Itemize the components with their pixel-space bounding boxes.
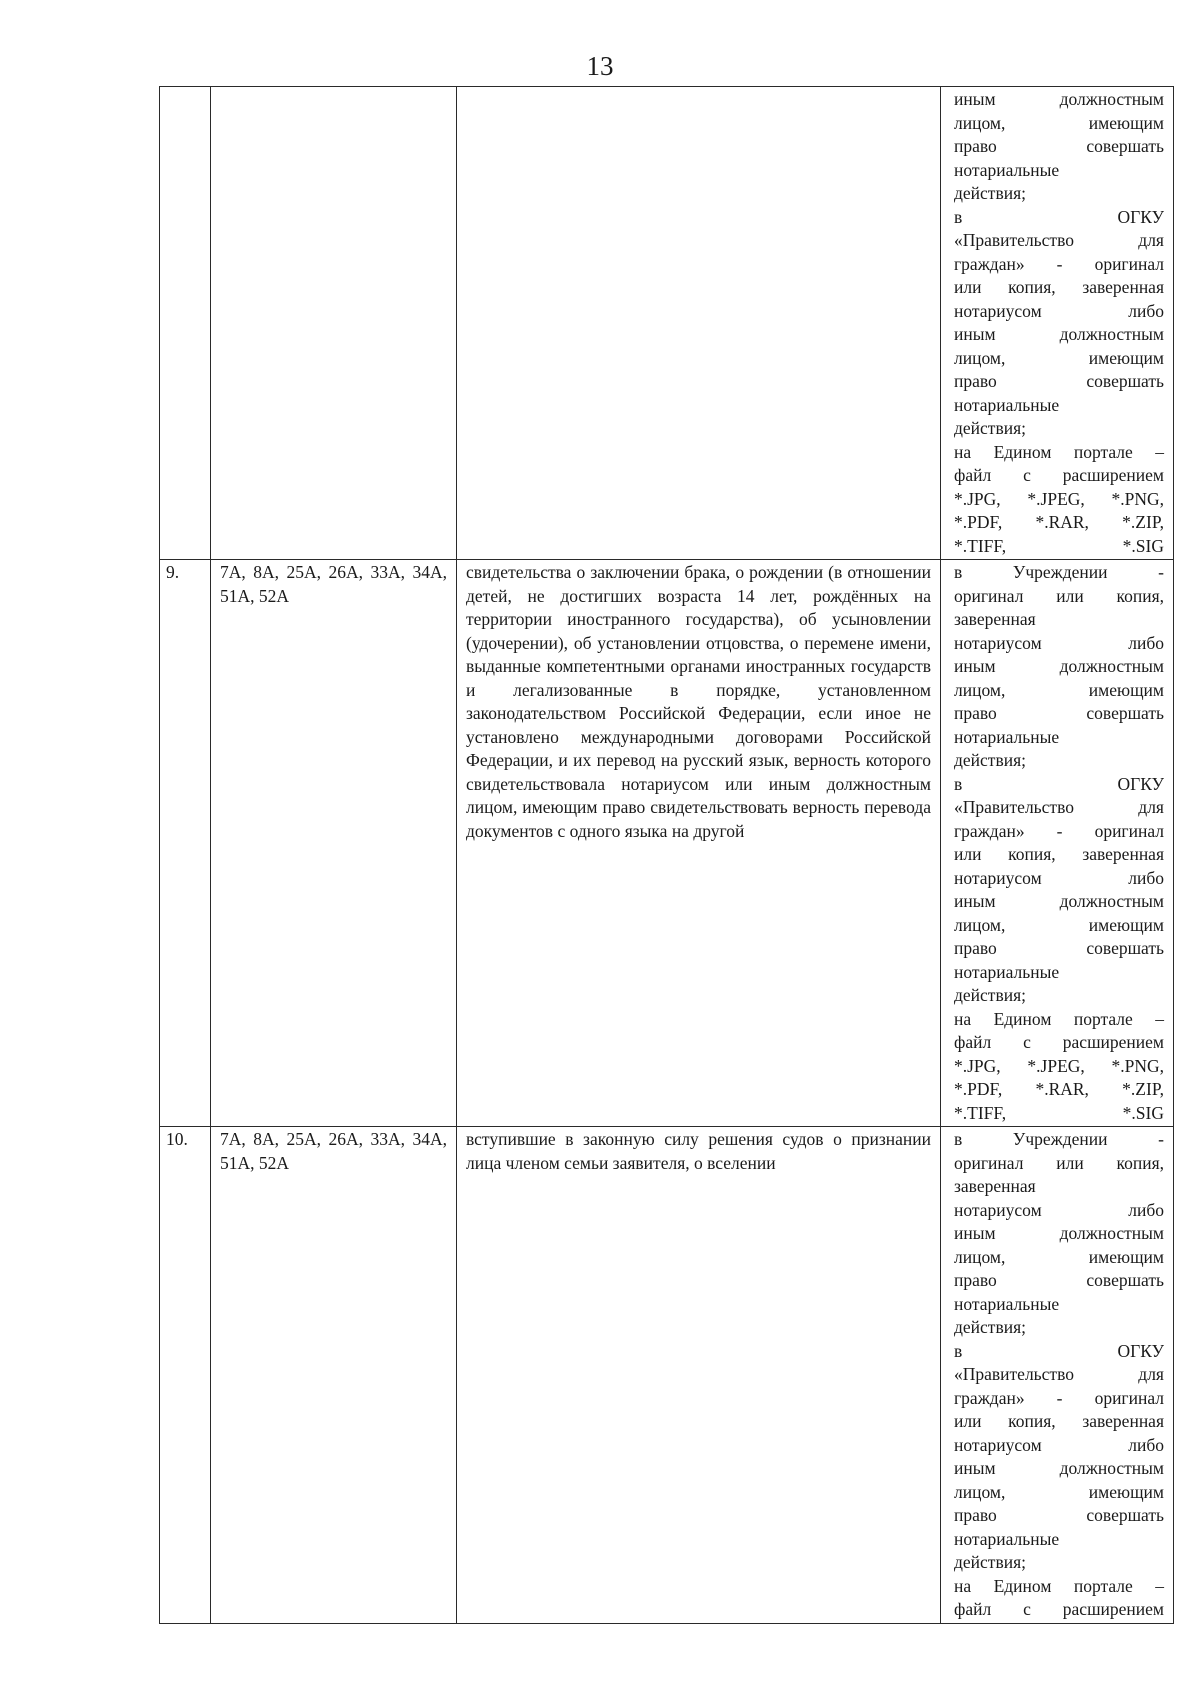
document-line: *.TIFF, *.SIG (954, 1102, 1164, 1123)
document-line: в Учреждении - (954, 562, 1164, 582)
document-line: в ОГКУ (954, 773, 1164, 794)
document-line: на Едином портале – (954, 1008, 1164, 1029)
document-line: «Правительство для (954, 797, 1164, 817)
table-row (160, 87, 1174, 560)
document-line: иным должностным (954, 89, 1164, 109)
document-line: нотариусом либо (954, 300, 1164, 321)
codes-cell (211, 87, 457, 560)
table-row (160, 560, 1174, 1127)
document-line: в ОГКУ (954, 206, 1164, 227)
document-line: или копия, заверенная (954, 844, 1164, 864)
description-text: свидетельства о заключении брака, о рождении (в отношении детей, не достигших возраста 14 лет, рождённых на территории иностранного государства), об усыновлении (удочерении), об установлении отцовства, о перемене имени, выданные компетентными органами иностранных государств и легализованные в порядке, установленном законодательством Российской Федерации, если иное не установлено международными договорами Российской Федерации, и их перевод на русский язык, верность которого свидетельствовала нотариусом или иным должностным лицом, имеющим право свидетельствовать верность перевода документов с одного языка на другой (466, 562, 931, 841)
document-line: в ОГКУ (954, 1340, 1164, 1361)
page-number: 13 (586, 51, 614, 81)
document-line: «Правительство для (954, 230, 1164, 250)
codes-cell: 7А, 8А, 25А, 26А, 33А, 34А, 51А, 52А (211, 1127, 457, 1624)
row-number-cell (160, 87, 211, 560)
document-line: файл с расширением (954, 465, 1164, 485)
table-row (160, 1127, 1174, 1624)
documents-cell (941, 560, 1174, 1127)
document-line: право совершать (954, 1505, 1164, 1525)
document-line: *.PDF, *.RAR, *.ZIP, (954, 1079, 1164, 1099)
document-line: нотариальные (954, 1528, 1060, 1549)
description-cell (457, 87, 941, 560)
document-line: право совершать (954, 703, 1164, 723)
document-line: на Едином портале – (954, 1575, 1164, 1596)
document-line: *.JPG, *.JPEG, *.PNG, (954, 488, 1164, 509)
document-line: право совершать (954, 938, 1164, 958)
document-line: право совершать (954, 136, 1164, 156)
document-line: оригинал или копия, (954, 585, 1164, 606)
document-line: заверенная (954, 609, 1036, 629)
document-line: нотариальные (954, 1293, 1060, 1314)
document-line: или копия, заверенная (954, 277, 1164, 297)
document-line: лицом, имеющим (954, 1246, 1164, 1267)
document-line: в Учреждении - (954, 1129, 1164, 1149)
document-line: «Правительство для (954, 1364, 1164, 1384)
document-line: нотариусом либо (954, 632, 1164, 653)
document-line: лицом, имеющим (954, 1481, 1164, 1502)
document-line: право совершать (954, 371, 1164, 391)
document-line: нотариальные (954, 961, 1060, 982)
description-cell (457, 560, 941, 1127)
document-line: граждан» - оригинал (954, 253, 1164, 274)
document-line: граждан» - оригинал (954, 820, 1164, 841)
document-line: действия; (954, 183, 1026, 203)
document-line: лицом, имеющим (954, 112, 1164, 133)
document-line: заверенная (954, 1176, 1036, 1196)
description-text: вступившие в законную силу решения судов о признании лица членом семьи заявителя, о вселении (466, 1129, 931, 1173)
documents-cell (941, 1127, 1174, 1624)
document-line: иным должностным (954, 324, 1164, 344)
document-line: файл с расширением (954, 1599, 1164, 1619)
document-line: нотариусом либо (954, 1434, 1164, 1455)
document-line: граждан» - оригинал (954, 1387, 1164, 1408)
document-line: иным должностным (954, 891, 1164, 911)
document-line: *.JPG, *.JPEG, *.PNG, (954, 1055, 1164, 1076)
document-line: нотариусом либо (954, 1199, 1164, 1220)
document-line: файл с расширением (954, 1032, 1164, 1052)
document-line: действия; (954, 985, 1026, 1005)
document-line: *.PDF, *.RAR, *.ZIP, (954, 512, 1164, 532)
document-line: или копия, заверенная (954, 1411, 1164, 1431)
document-line: *.TIFF, *.SIG (954, 535, 1164, 556)
document-line: право совершать (954, 1270, 1164, 1290)
row-number-cell: 10. (160, 1127, 211, 1624)
document-line: действия; (954, 418, 1026, 438)
document-line: на Едином портале – (954, 441, 1164, 462)
document-line: действия; (954, 1317, 1026, 1337)
document-line: лицом, имеющим (954, 679, 1164, 700)
document-line: нотариальные (954, 394, 1060, 415)
description-cell (457, 1127, 941, 1624)
document-line: действия; (954, 750, 1026, 770)
codes-cell: 7А, 8А, 25А, 26А, 33А, 34А, 51А, 52А (211, 560, 457, 1127)
document-line: действия; (954, 1552, 1026, 1572)
document-line: иным должностным (954, 1223, 1164, 1243)
document-line: лицом, имеющим (954, 347, 1164, 368)
document-line: нотариальные (954, 159, 1060, 180)
document-line: нотариальные (954, 726, 1060, 747)
row-number-cell: 9. (160, 560, 211, 1127)
requirements-table (159, 86, 1174, 1624)
document-line: иным должностным (954, 656, 1164, 676)
document-line: оригинал или копия, (954, 1152, 1164, 1173)
documents-cell (941, 87, 1174, 560)
document-line: лицом, имеющим (954, 914, 1164, 935)
document-line: иным должностным (954, 1458, 1164, 1478)
document-line: нотариусом либо (954, 867, 1164, 888)
